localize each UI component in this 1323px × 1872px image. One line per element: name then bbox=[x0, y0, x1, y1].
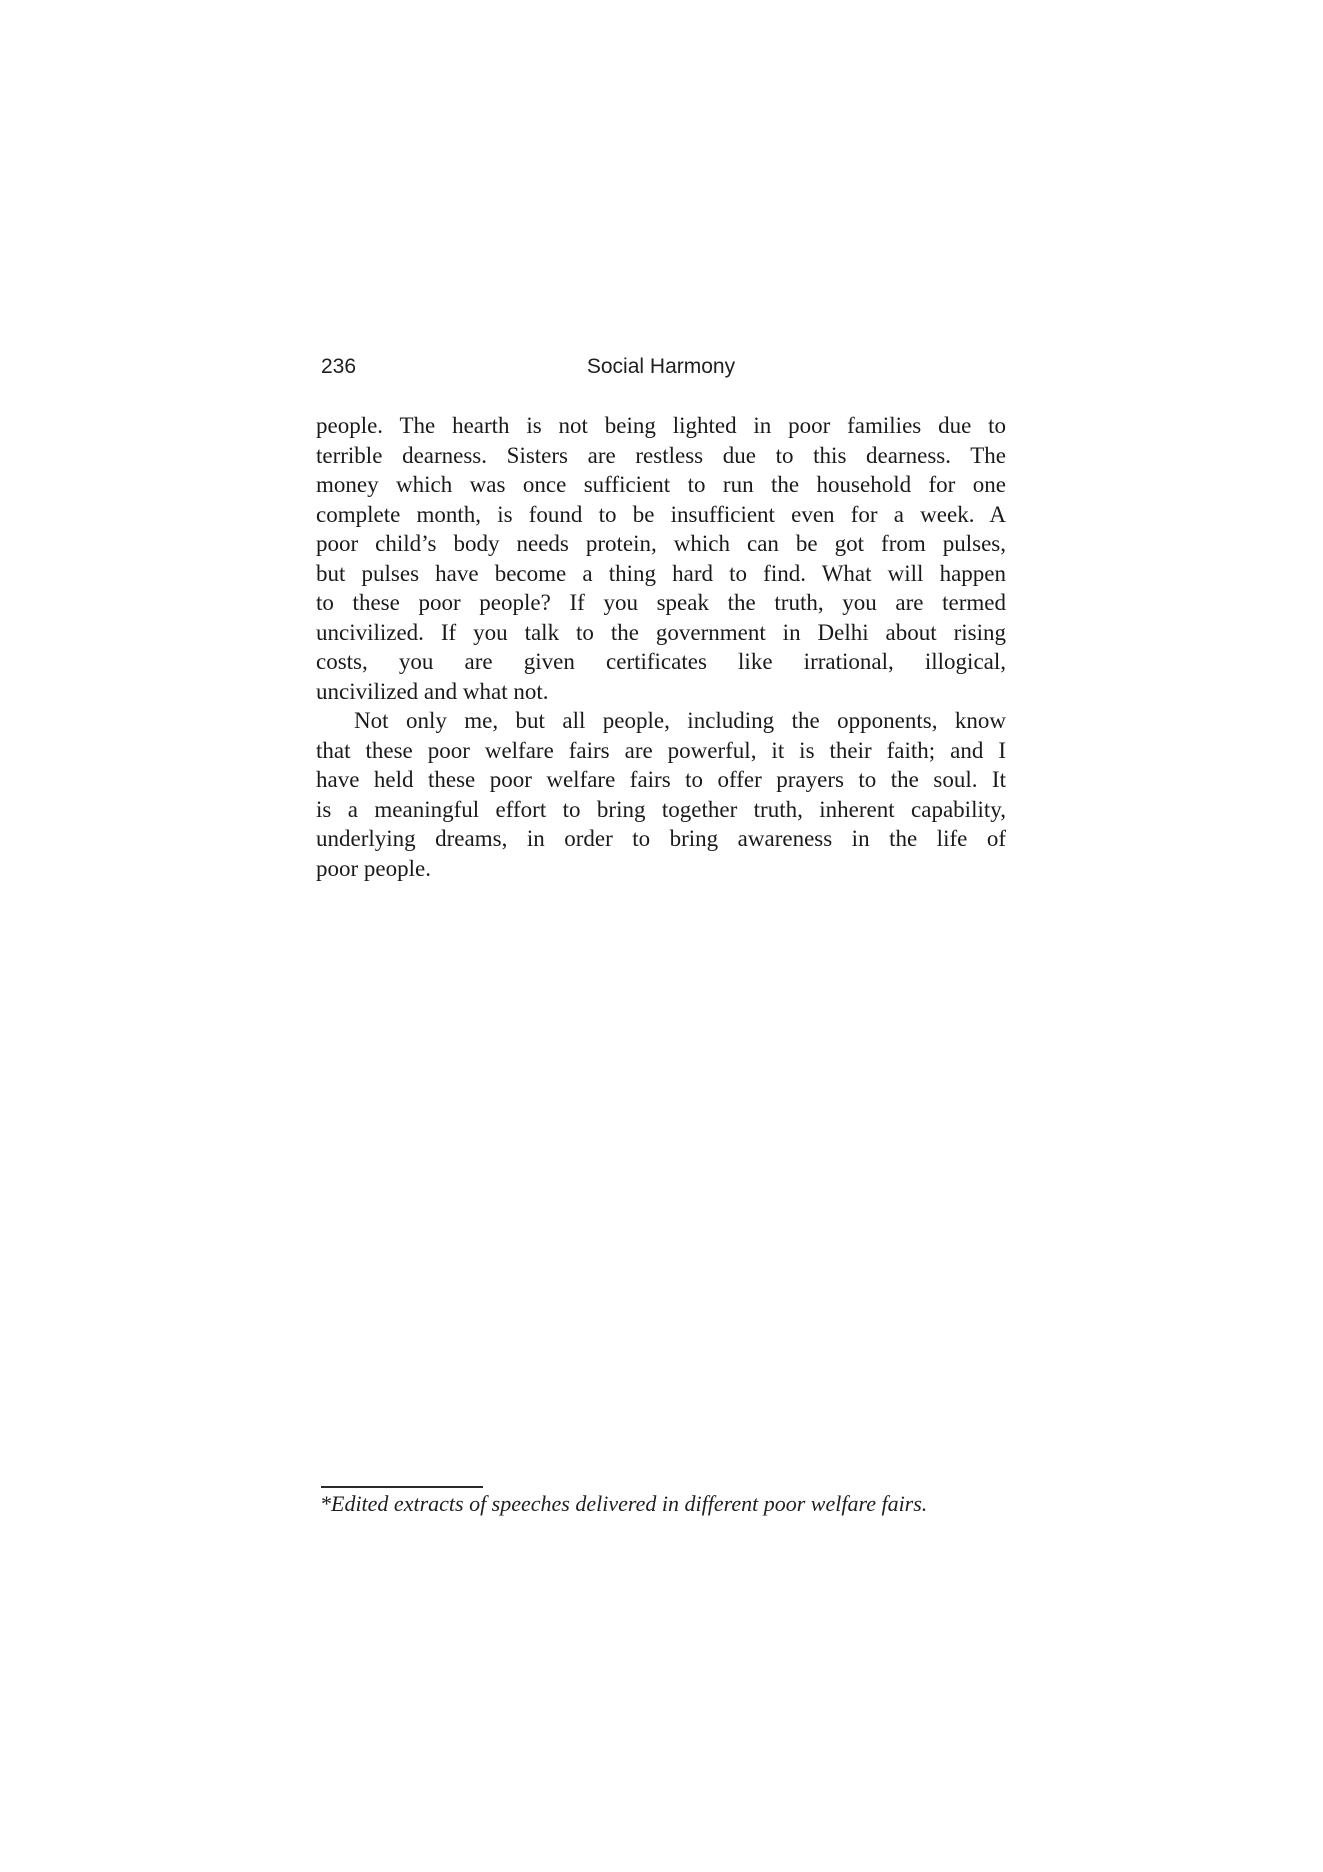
footnote-text: *Edited extracts of speeches delivered in different poor welfare fairs. bbox=[320, 1491, 928, 1516]
text-line: is a meaningful effort to bring together truth, inherent capability, bbox=[316, 796, 1006, 822]
text-line: people. The hearth is not being lighted in poor families due to bbox=[316, 413, 1006, 438]
paragraph bbox=[316, 706, 1006, 883]
page-number: 236 bbox=[321, 355, 357, 378]
text-line: have held these poor welfare fairs to offer prayers to the soul. It bbox=[316, 767, 1006, 792]
text-line: money which was once sufficient to run the household for one bbox=[316, 472, 1006, 497]
text-line: underlying dreams, in order to bring awareness in the life of bbox=[316, 826, 1006, 851]
footnote-rule bbox=[321, 1486, 483, 1488]
text-line: poor people. bbox=[316, 855, 431, 881]
text-line: poor child’s body needs protein, which can be got from pulses, bbox=[316, 531, 1006, 556]
text-line: complete month, is found to be insufficient even for a week. A bbox=[316, 501, 1006, 527]
running-header bbox=[316, 352, 1006, 382]
text-line: costs, you are given certificates like irrational, illogical, bbox=[316, 649, 1006, 674]
text-line: Not only me, but all people, including the opponents, know bbox=[354, 708, 1006, 733]
body-text bbox=[316, 411, 1006, 883]
text-line: that these poor welfare fairs are powerful, it is their faith; and I bbox=[316, 737, 1006, 763]
text-line: terrible dearness. Sisters are restless due to this dearness. The bbox=[316, 442, 1006, 468]
text-line: but pulses have become a thing hard to find. What will happen bbox=[316, 560, 1006, 586]
running-header-title: Social Harmony bbox=[586, 355, 736, 378]
text-line: uncivilized. If you talk to the government in Delhi about rising bbox=[316, 619, 1006, 645]
paragraph bbox=[316, 411, 1006, 706]
text-line: to these poor people? If you speak the truth, you are termed bbox=[316, 590, 1006, 615]
text-line: uncivilized and what not. bbox=[316, 678, 549, 704]
